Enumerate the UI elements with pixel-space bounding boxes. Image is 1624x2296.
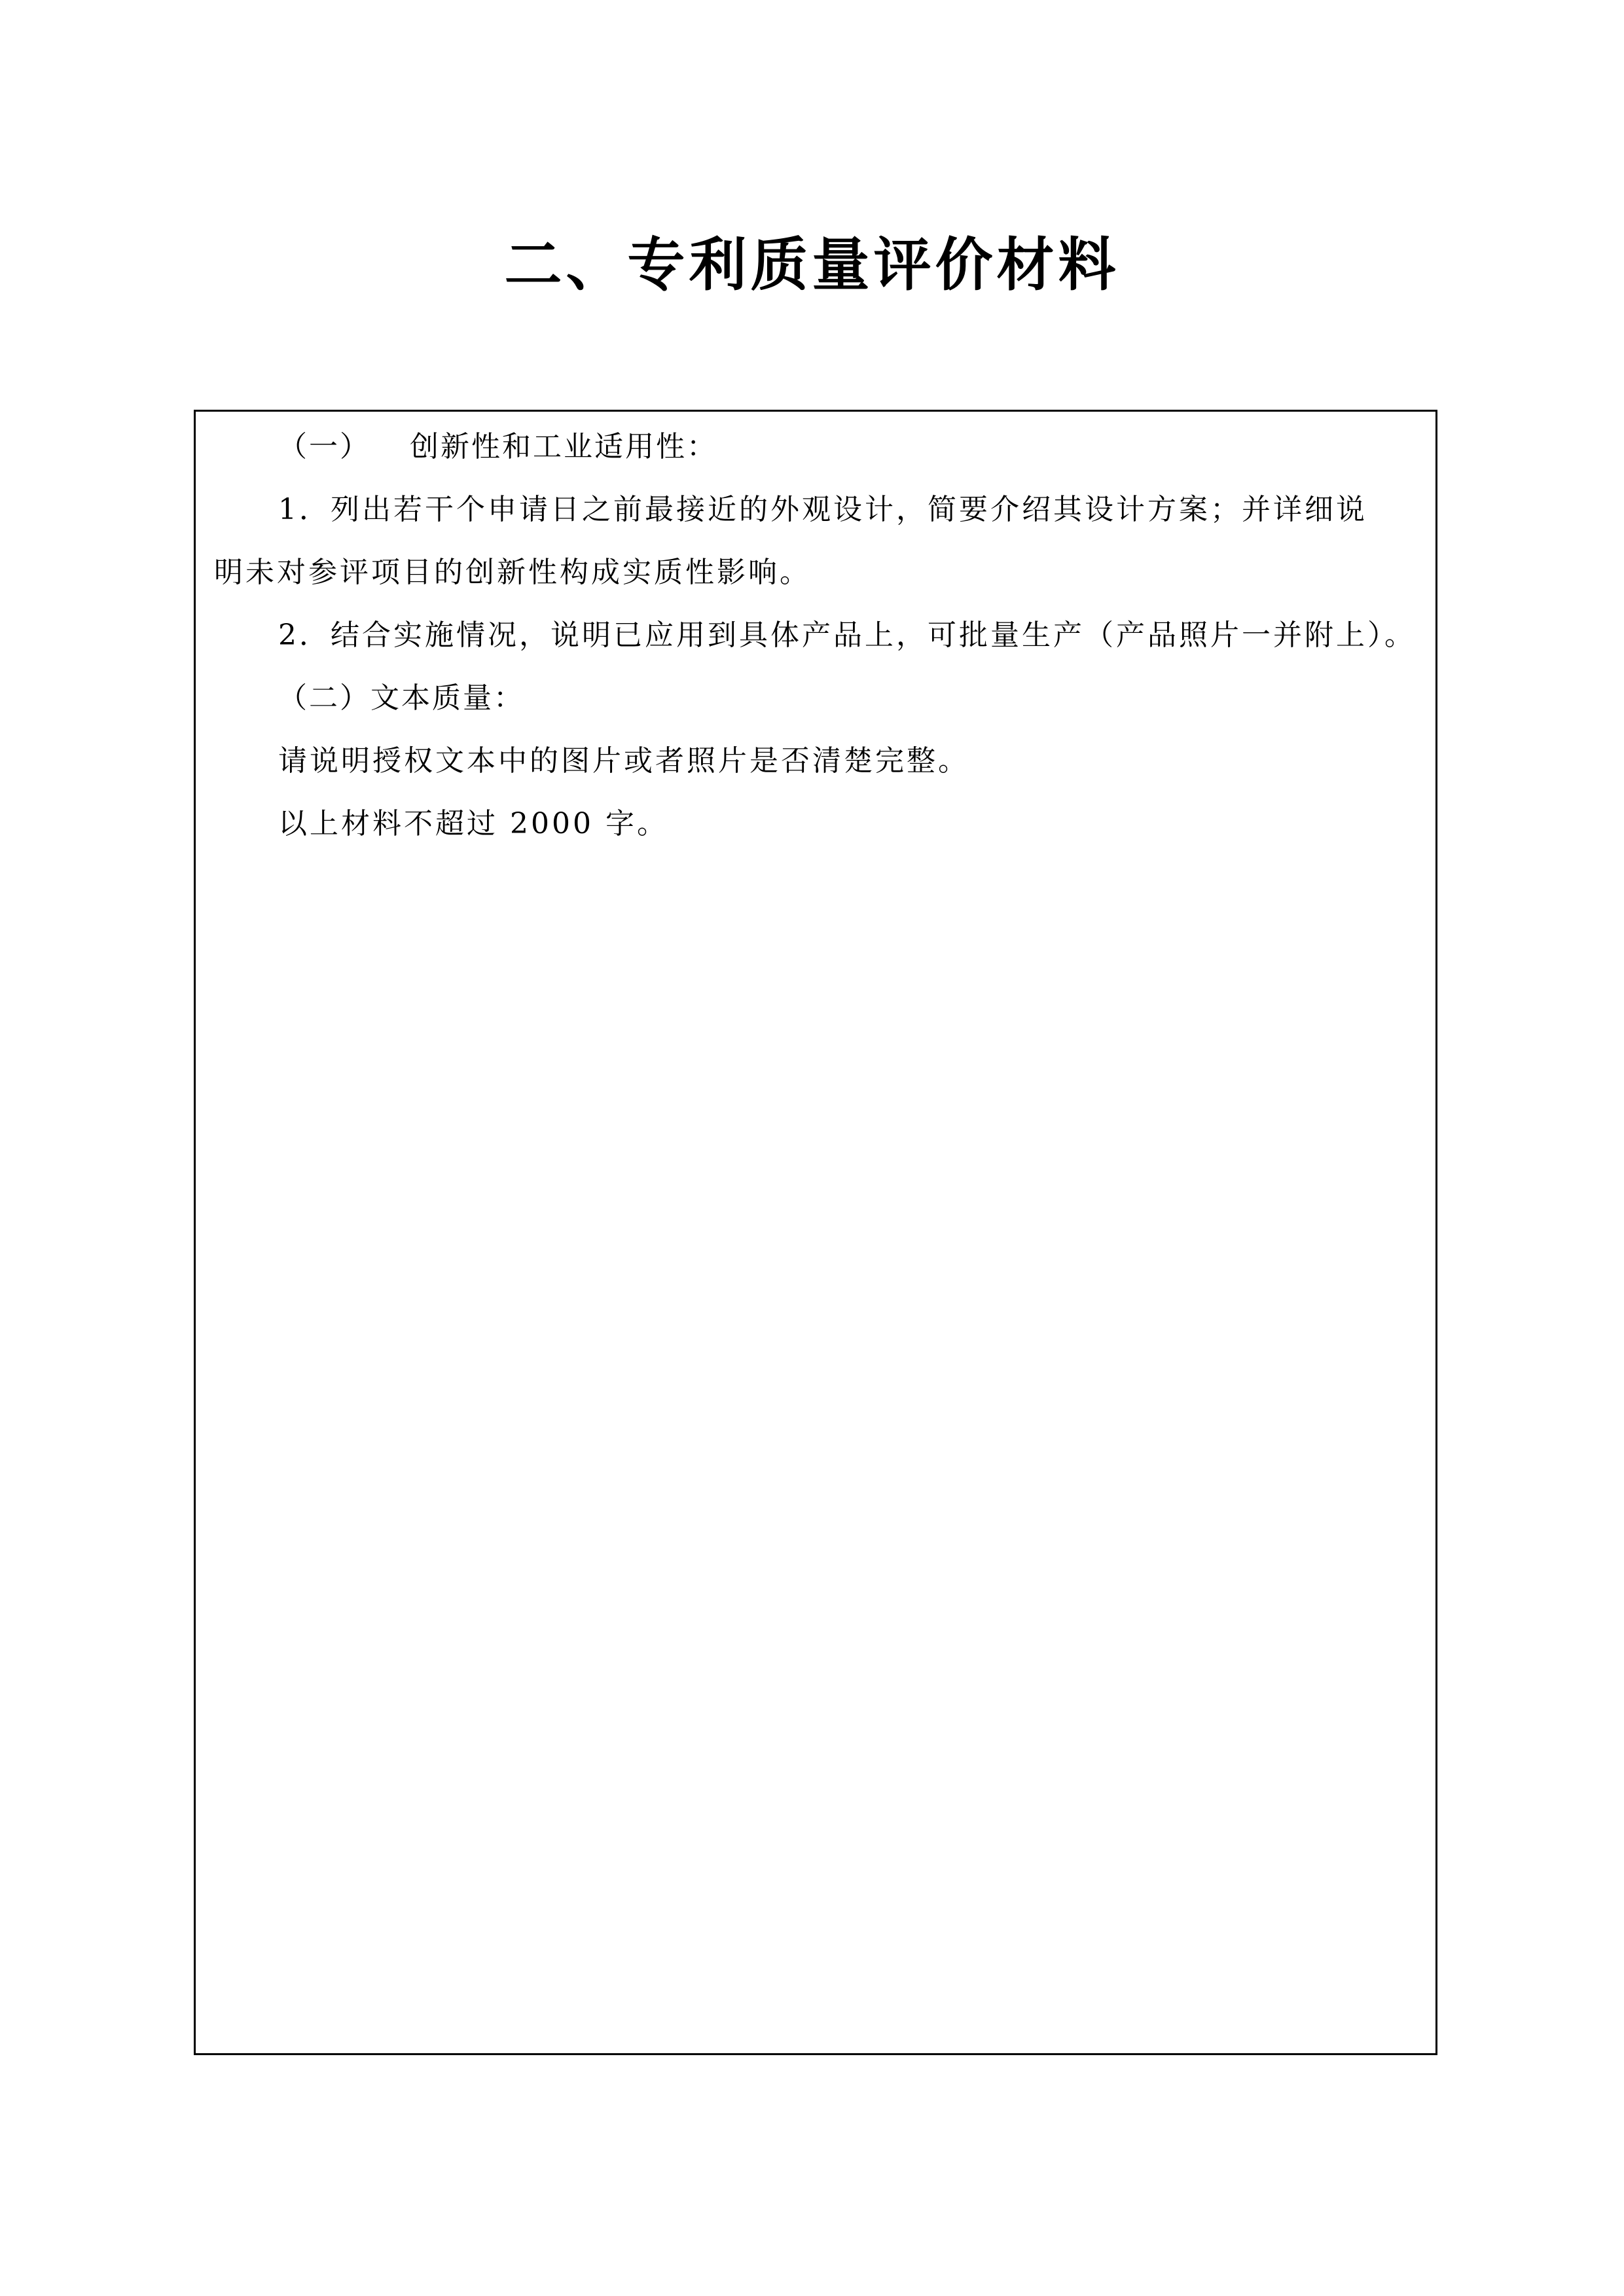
section-2-text: 请说明授权文本中的图片或者照片是否清楚完整。 bbox=[278, 744, 969, 778]
page-title: 二、专利质量评价材料 bbox=[504, 231, 1120, 298]
content-box bbox=[194, 410, 1437, 2055]
word-limit-note: 以上材料不超过 2000 字。 bbox=[278, 807, 668, 840]
item-1-line-1: 1．列出若干个申请日之前最接近的外观设计，简要介绍其设计方案；并详细说 bbox=[278, 493, 1367, 526]
item-1-line-2: 明未对参评项目的创新性构成实质性影响。 bbox=[214, 556, 811, 589]
section-2-heading: （二）文本质量： bbox=[278, 681, 524, 715]
section-1-heading: 创新性和工业适用性： bbox=[410, 430, 717, 463]
item-2: 2．结合实施情况，说明已应用到具体产品上，可批量生产（产品照片一并附上）。 bbox=[278, 619, 1416, 652]
section-1-heading-row bbox=[278, 427, 717, 467]
section-1-number: （一） bbox=[278, 430, 370, 463]
